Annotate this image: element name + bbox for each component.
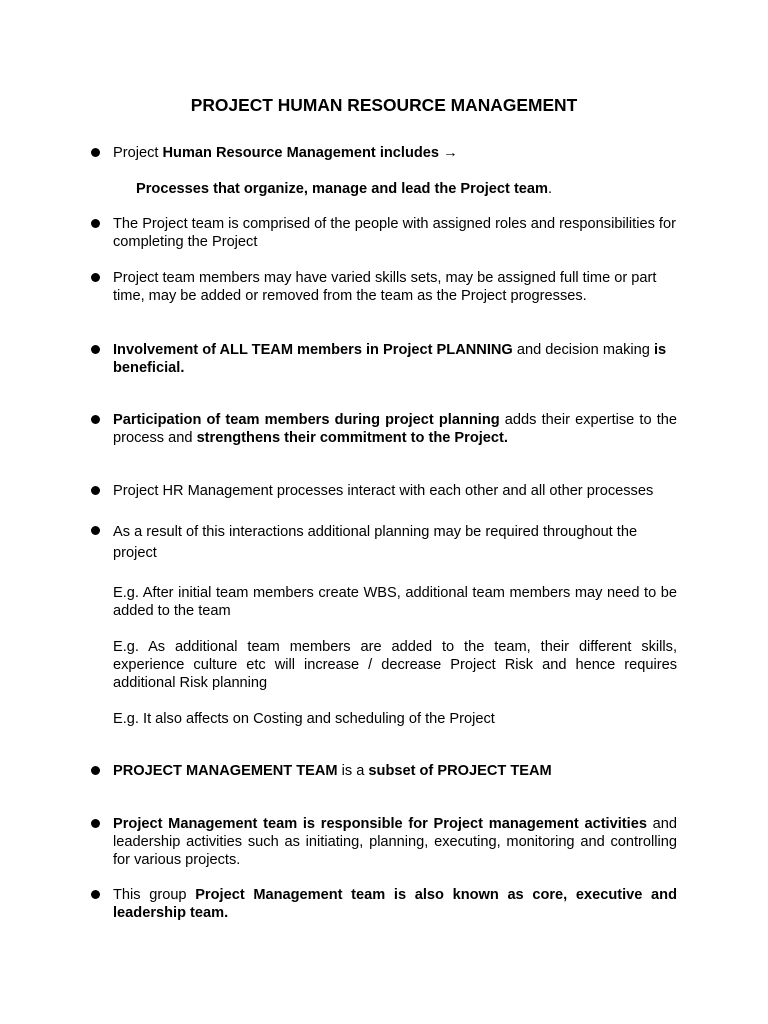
text-segment-bold: Participation of team members during project planning (113, 412, 500, 428)
example-wbs: E.g. After initial team members create WBS, additional team members may need to be added to the team (113, 585, 677, 619)
bullet-participation (113, 411, 677, 447)
sub-processes (136, 180, 677, 198)
bullet-hr-includes (113, 144, 677, 162)
text-segment: This group (113, 887, 196, 903)
text-segment-bold: Human Resource Management includes (162, 145, 440, 161)
text-segment-bold: Project Management team is also known as core, executive and leadership team. (113, 887, 677, 921)
text-segment: and decision making (512, 342, 654, 358)
text-segment: and leadership activities such as initiating, planning, executing, monitoring and controlling for various projects. (113, 816, 677, 868)
bullet-team-members: Project team members may have varied skills sets, may be assigned full time or part time, may be added or removed from the team as the Project progresses. (113, 269, 677, 305)
bullet-core-team (113, 886, 677, 922)
text-segment: Project (113, 145, 163, 161)
text-segment-bold: strengthens their commitment to the Project. (196, 430, 508, 446)
bullet-pm-responsible (113, 815, 677, 869)
text-segment: . (548, 181, 553, 197)
text-segment: is a (337, 763, 369, 779)
bullet-interactions: As a result of this interactions additional planning may be required throughout the project (113, 522, 677, 564)
text-segment-bold: subset of PROJECT TEAM (368, 763, 552, 779)
arrow-right-icon: → (439, 145, 458, 161)
text-segment-bold: Involvement of ALL TEAM members in Project PLANNING (113, 342, 513, 358)
text-segment-bold: PROJECT MANAGEMENT TEAM (113, 763, 338, 779)
bullet-involvement (113, 341, 677, 377)
text-segment-bold: Processes that organize, manage and lead the Project team (136, 181, 549, 197)
page-title: PROJECT HUMAN RESOURCE MANAGEMENT (190, 95, 578, 115)
bullet-pm-team-subset (113, 762, 677, 780)
text-segment-bold: Project Management team is responsible for Project management activities (113, 816, 647, 832)
text-segment-bold: is beneficial. (113, 342, 667, 376)
text-segment: adds their expertise to the process and (113, 412, 677, 446)
bullet-hr-processes: Project HR Management processes interact with each other and all other processes (113, 482, 677, 500)
example-risk: E.g. As additional team members are added to the team, their different skills, experience culture etc will increase / decrease Project Risk and hence requires additional Risk planning (113, 639, 677, 691)
example-costing: E.g. It also affects on Costing and scheduling of the Project (113, 711, 495, 727)
bullet-team-comprised: The Project team is comprised of the people with assigned roles and responsibilities for completing the Project (113, 216, 676, 250)
